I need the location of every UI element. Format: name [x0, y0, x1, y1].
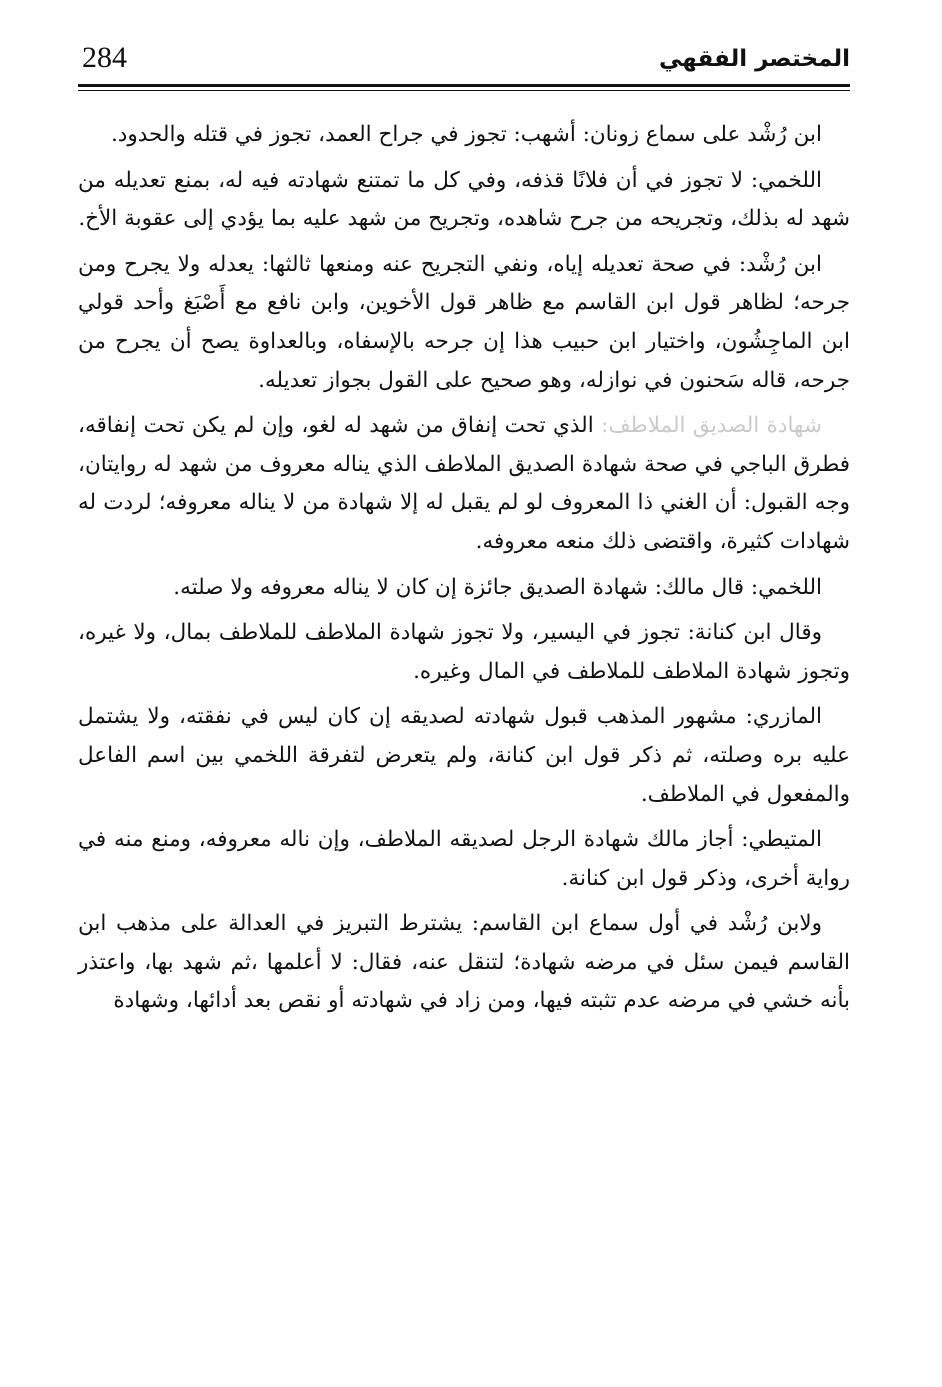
- paragraph-text: وقال ابن كنانة: تجوز في اليسير، ولا تجوز شهادة الملاطف للملاطف بمال، ولا غيره، وتجوز شهادة الملاطف للملاطف في المال وغيره.: [78, 620, 850, 684]
- paragraph-1: [78, 116, 850, 155]
- running-title: المختصر الفقهي: [659, 46, 850, 72]
- paragraph-6: [78, 614, 850, 691]
- body-text: [78, 116, 850, 1028]
- paragraph-text: المتيطي: أجاز مالك شهادة الرجل لصديقه الملاطف، وإن ناله معروفه، ومنع منه في رواية أخرى، وذكر قول ابن كنانة.: [78, 827, 850, 891]
- paragraph-7: [78, 698, 850, 814]
- paragraph-8: [78, 821, 850, 898]
- paragraph-5: [78, 569, 850, 608]
- paragraph-2: [78, 162, 850, 239]
- paragraph-3: [78, 246, 850, 400]
- page-number: 284: [82, 41, 127, 74]
- page-header: [78, 34, 850, 80]
- paragraph-text: ابن رُشْد: في صحة تعديله إياه، ونفي التجريح عنه ومنعها ثالثها: يعدله ولا يجرح ومن جرحه؛ لظاهر قول ابن القاسم مع ظاهر قول الأخوين، وابن نافع مع أَصْبَغ وأحد قولي ابن الماجِشُون، واختيار ابن حبيب هذا إن جرحه بالإسفاه، وبالعداوة يصح أن يجرح من جرحه، قاله سَحنون في نوازله، وهو صحيح على القول بجواز تعديله.: [78, 251, 850, 393]
- paragraph-9: [78, 905, 850, 1021]
- paragraph-text: ابن رُشْد على سماع زونان: أشهب: تجوز في جراح العمد، تجوز في قتله والحدود.: [110, 122, 822, 147]
- faded-heading: شهادة الصديق الملاطف:: [593, 413, 822, 439]
- paragraph-4: [78, 407, 850, 561]
- header-rule-thick: [78, 84, 850, 87]
- paragraph-text: ولابن رُشْد في أول سماع ابن القاسم: يشترط التبريز في العدالة على مذهب ابن القاسم فيمن سئل في مرضه شهادة؛ لتنقل عنه، فقال: لا أعلمها ،ثم شهد بها، واعتذر بأنه خشي في مرضه عدم تثبته فيها، ومن زاد في شهادته أو نقص بعد أدائها، وشهادة: [78, 911, 850, 1014]
- paragraph-text: المازري: مشهور المذهب قبول شهادته لصديقه إن كان ليس في نفقته، ولا يشتمل عليه بره وصلته، ثم ذكر قول ابن كنانة، ولم يتعرض لتفرقة اللخمي بين اسم الفاعل والمفعول في الملاطف.: [78, 704, 850, 807]
- paragraph-text: اللخمي: لا تجوز في أن فلانًا قذفه، وفي كل ما تمتنع شهادته فيه له، بمنع تعديله من شهد له بذلك، وتجريحه من جرح شاهده، وتجريح من شهد عليه بما يؤدي إلى عقوبة الأخ.: [78, 167, 850, 232]
- paragraph-text: اللخمي: قال مالك: شهادة الصديق جائزة إن كان لا يناله معروفه ولا صلته.: [173, 574, 822, 600]
- header-rule-thin: [78, 90, 850, 91]
- paragraph-text: الذي تحت إنفاق من شهد له لغو، وإن لم يكن تحت إنفاقه، فطرق الباجي في صحة شهادة الصديق الملاطف الذي يناله معروف من شهد له روايتان، وجه القبول: أن الغني ذا المعروف لو لم يقبل له إلا شهادة من لا يناله معروفه؛ لردت له شهادات كثيرة، واقتضى ذلك منعه معروفه.: [78, 413, 850, 554]
